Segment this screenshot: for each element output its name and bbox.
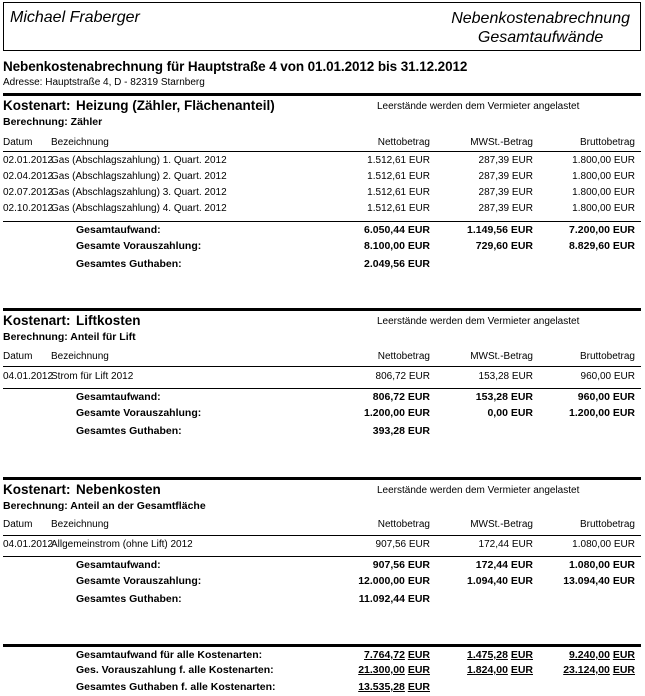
grand-total-brutto (563, 664, 635, 676)
calculation-method: Berechnung: Zähler (3, 116, 103, 128)
col-netto: Nettobetrag (377, 137, 430, 148)
row-brutto: 1.080,00 EUR (572, 539, 635, 550)
report-type-title (451, 9, 630, 47)
amount: 21.300,00 (358, 664, 405, 676)
col-mwst: MWSt.-Betrag (470, 351, 533, 362)
total-label: Gesamte Vorauszahlung: (76, 240, 202, 252)
header-rule (3, 151, 641, 152)
vacancy-note: Leerstände werden dem Vermieter angelastet (377, 485, 580, 496)
total-label: Gesamtes Guthaben: (76, 258, 182, 270)
total-label: Gesamtes Guthaben: (76, 593, 182, 605)
total-mwst: 0,00 EUR (487, 407, 533, 419)
total-label: Gesamtaufwand: (76, 224, 161, 236)
row-date: 04.01.2012 (3, 539, 54, 550)
total-netto: 907,56 EUR (372, 559, 430, 571)
report-title: Nebenkostenabrechnung für Hauptstraße 4 von 01.01.2012 bis 31.12.2012 (3, 59, 468, 74)
cost-type-label: Kostenart: (3, 482, 71, 497)
grand-total-label: Gesamtes Guthaben f. alle Kostenarten: (76, 681, 276, 693)
vacancy-note: Leerstände werden dem Vermieter angelastet (377, 316, 580, 327)
row-brutto: 1.800,00 EUR (572, 187, 635, 198)
section-divider (3, 93, 641, 96)
grand-totals-divider (3, 644, 641, 647)
row-date: 04.01.2012 (3, 371, 54, 382)
total-mwst: 1.149,56 EUR (467, 224, 533, 236)
property-address: Adresse: Hauptstraße 4, D - 82319 Starnberg (3, 77, 205, 88)
report-type-line1: Nebenkostenabrechnung (451, 10, 630, 27)
total-netto: 393,28 EUR (372, 425, 430, 437)
grand-total-label: Gesamtaufwand für alle Kostenarten: (76, 649, 263, 661)
cost-type-name: Heizung (Zähler, Flächenanteil) (76, 98, 275, 113)
row-netto: 1.512,61 EUR (367, 203, 430, 214)
cost-type-label: Kostenart: (3, 313, 71, 328)
row-description: Gas (Abschlagszahlung) 2. Quart. 2012 (51, 171, 227, 182)
total-mwst: 1.094,40 EUR (467, 575, 533, 587)
header-rule (3, 535, 641, 536)
amount: 7.764,72 (364, 649, 405, 661)
row-description: Gas (Abschlagszahlung) 1. Quart. 2012 (51, 155, 227, 166)
col-datum: Datum (3, 351, 33, 362)
amount: 9.240,00 (569, 649, 610, 661)
currency: EUR (510, 649, 533, 661)
row-netto: 806,72 EUR (375, 371, 430, 382)
col-brutto: Bruttobetrag (579, 351, 635, 362)
total-brutto: 1.080,00 EUR (569, 559, 635, 571)
col-netto: Nettobetrag (377, 519, 430, 530)
report-header-box (3, 2, 641, 51)
total-label: Gesamtaufwand: (76, 559, 161, 571)
report-type-line2: Gesamtaufwände (477, 29, 604, 46)
total-label: Gesamtes Guthaben: (76, 425, 182, 437)
row-mwst: 287,39 EUR (478, 171, 533, 182)
row-netto: 1.512,61 EUR (367, 155, 430, 166)
row-netto: 907,56 EUR (375, 539, 430, 550)
cost-type-heading (3, 98, 275, 113)
total-label: Gesamte Vorauszahlung: (76, 407, 202, 419)
col-bezeichnung: Bezeichnung (51, 137, 109, 148)
grand-total-mwst (467, 664, 533, 676)
totals-rule (3, 221, 641, 222)
total-brutto: 13.094,40 EUR (563, 575, 635, 587)
cost-type-name: Nebenkosten (76, 482, 161, 497)
total-label: Gesamtaufwand: (76, 391, 161, 403)
totals-rule (3, 388, 641, 389)
cost-type-name: Liftkosten (76, 313, 141, 328)
total-netto: 806,72 EUR (372, 391, 430, 403)
col-netto: Nettobetrag (377, 351, 430, 362)
currency: EUR (407, 664, 430, 676)
currency: EUR (612, 664, 635, 676)
total-netto: 6.050,44 EUR (364, 224, 430, 236)
amount: 1.824,00 (467, 664, 508, 676)
total-netto: 12.000,00 EUR (358, 575, 430, 587)
grand-total-brutto (569, 649, 635, 661)
row-netto: 1.512,61 EUR (367, 187, 430, 198)
row-netto: 1.512,61 EUR (367, 171, 430, 182)
vacancy-note: Leerstände werden dem Vermieter angelastet (377, 101, 580, 112)
total-netto: 8.100,00 EUR (364, 240, 430, 252)
calculation-method: Berechnung: Anteil an der Gesamtfläche (3, 500, 206, 512)
grand-total-label: Ges. Vorauszahlung f. alle Kostenarten: (76, 664, 274, 676)
row-mwst: 172,44 EUR (478, 539, 533, 550)
row-mwst: 287,39 EUR (478, 203, 533, 214)
col-mwst: MWSt.-Betrag (470, 137, 533, 148)
row-date: 02.10.2012 (3, 203, 54, 214)
row-brutto: 960,00 EUR (580, 371, 635, 382)
currency: EUR (407, 681, 430, 693)
total-netto: 11.092,44 EUR (358, 593, 430, 605)
col-brutto: Bruttobetrag (579, 137, 635, 148)
amount: 23.124,00 (563, 664, 610, 676)
section-divider (3, 477, 641, 480)
row-date: 02.01.2012 (3, 155, 54, 166)
currency: EUR (510, 664, 533, 676)
amount: 1.475,28 (467, 649, 508, 661)
cost-type-heading (3, 482, 161, 497)
row-description: Gas (Abschlagszahlung) 3. Quart. 2012 (51, 187, 227, 198)
total-brutto: 8.829,60 EUR (569, 240, 635, 252)
total-netto: 2.049,56 EUR (364, 258, 430, 270)
row-date: 02.07.2012 (3, 187, 54, 198)
total-brutto: 960,00 EUR (577, 391, 635, 403)
row-date: 02.04.2012 (3, 171, 54, 182)
col-bezeichnung: Bezeichnung (51, 519, 109, 530)
total-mwst: 172,44 EUR (475, 559, 533, 571)
header-rule (3, 366, 641, 367)
cost-type-label: Kostenart: (3, 98, 71, 113)
total-netto: 1.200,00 EUR (364, 407, 430, 419)
col-datum: Datum (3, 137, 33, 148)
row-description: Strom für Lift 2012 (51, 371, 134, 382)
grand-total-netto (358, 681, 430, 693)
row-description: Allgemeinstrom (ohne Lift) 2012 (51, 539, 193, 550)
row-mwst: 287,39 EUR (478, 155, 533, 166)
owner-name: Michael Fraberger (10, 9, 140, 26)
section-divider (3, 308, 641, 311)
total-brutto: 7.200,00 EUR (569, 224, 635, 236)
row-description: Gas (Abschlagszahlung) 4. Quart. 2012 (51, 203, 227, 214)
calculation-method: Berechnung: Anteil für Lift (3, 331, 136, 343)
col-brutto: Bruttobetrag (579, 519, 635, 530)
total-mwst: 153,28 EUR (475, 391, 533, 403)
col-datum: Datum (3, 519, 33, 530)
row-mwst: 153,28 EUR (478, 371, 533, 382)
row-brutto: 1.800,00 EUR (572, 203, 635, 214)
row-mwst: 287,39 EUR (478, 187, 533, 198)
grand-total-mwst (467, 649, 533, 661)
totals-rule (3, 556, 641, 557)
col-bezeichnung: Bezeichnung (51, 351, 109, 362)
currency: EUR (612, 649, 635, 661)
total-mwst: 729,60 EUR (475, 240, 533, 252)
grand-total-netto (358, 664, 430, 676)
cost-type-heading (3, 313, 141, 328)
row-brutto: 1.800,00 EUR (572, 171, 635, 182)
amount: 13.535,28 (358, 681, 405, 693)
currency: EUR (407, 649, 430, 661)
total-brutto: 1.200,00 EUR (569, 407, 635, 419)
row-brutto: 1.800,00 EUR (572, 155, 635, 166)
total-label: Gesamte Vorauszahlung: (76, 575, 202, 587)
grand-total-netto (364, 649, 430, 661)
col-mwst: MWSt.-Betrag (470, 519, 533, 530)
